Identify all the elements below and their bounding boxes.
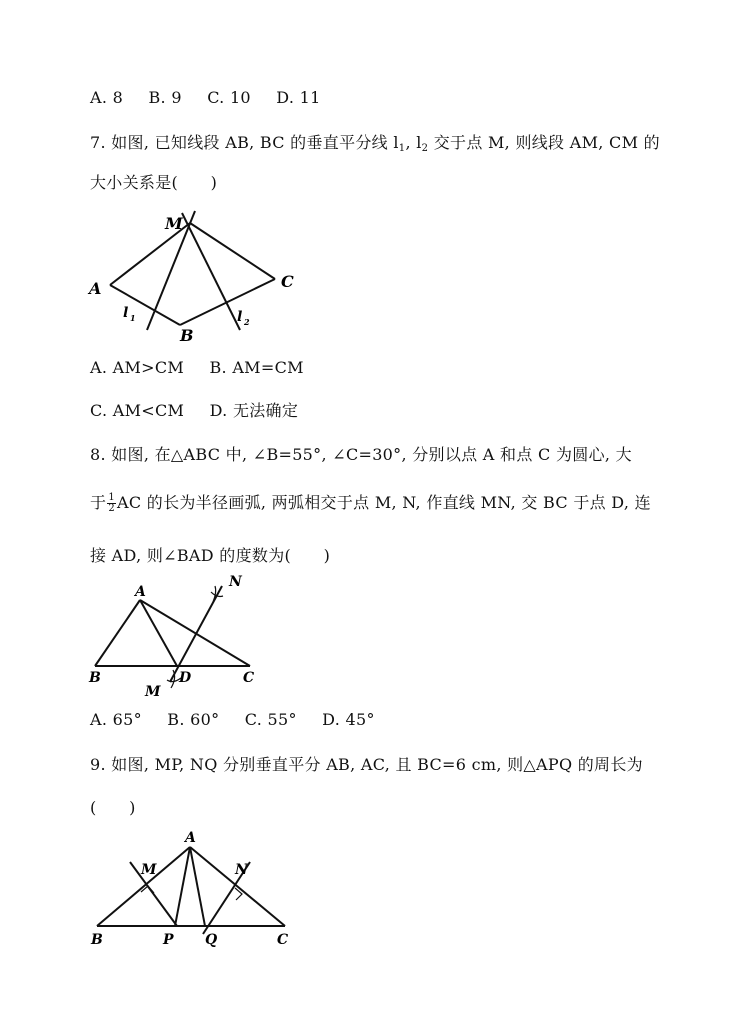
label-a: A <box>135 584 146 600</box>
option-a: A. 8 <box>90 88 124 107</box>
label-c: C <box>277 932 289 948</box>
q7-text-c: 交于点 M, 则线段 AM, CM 的 <box>428 133 660 152</box>
q8-option-b: B. 60° <box>167 710 220 729</box>
q7-text-b: , l <box>405 133 422 152</box>
q9-figure <box>85 822 305 952</box>
q8-stem-line2 <box>90 490 651 514</box>
fraction-half <box>107 493 116 514</box>
label-c: C <box>243 670 255 686</box>
segment-ac <box>140 600 250 666</box>
label-q: Q <box>205 932 218 948</box>
option-d: D. 11 <box>276 88 321 107</box>
label-p: P <box>163 932 174 948</box>
q8-stem-line1: 8. 如图, 在△ABC 中, ∠B=55°, ∠C=30°, 分别以点 A 和点 C 为圆心, 大 <box>90 445 632 464</box>
label-l1-sub: 1 <box>130 313 136 323</box>
q8-stem-line3: 接 AD, 则∠BAD 的度数为( ) <box>90 546 331 565</box>
q8-text-pre: 于 <box>90 493 107 512</box>
label-b: B <box>91 932 103 948</box>
frac-num: 1 <box>108 492 115 503</box>
segment-ad <box>140 600 177 666</box>
label-l2: l <box>237 309 243 325</box>
q7-option-d: D. 无法确定 <box>209 401 299 420</box>
label-m: M <box>145 684 161 700</box>
q7-stem-line1 <box>90 130 660 154</box>
prev-options <box>90 88 341 107</box>
q7-options-row2 <box>90 398 318 421</box>
q8-figure <box>85 572 285 702</box>
label-m: M <box>165 214 183 233</box>
segment-mc <box>190 223 275 279</box>
q9-stem-line2: ( ) <box>90 798 136 817</box>
q8-option-d: D. 45° <box>322 710 375 729</box>
q7-option-b: B. AM=CM <box>209 358 304 377</box>
segment-ac <box>190 847 285 926</box>
q7-option-c: C. AM<CM <box>90 401 185 420</box>
q7-stem-line2: 大小关系是( ) <box>90 173 218 192</box>
q7-option-a: A. AM>CM <box>90 358 185 377</box>
frac-den: 2 <box>108 503 115 514</box>
segment-ab <box>95 600 140 666</box>
label-m: M <box>141 862 157 878</box>
q7-figure <box>85 205 305 345</box>
label-a: A <box>185 830 196 846</box>
line-l2 <box>182 213 243 330</box>
segment-ab <box>97 847 190 926</box>
label-b: B <box>89 670 101 686</box>
label-l1: l <box>123 305 129 321</box>
label-d: D <box>179 670 192 686</box>
q7-sub2: 2 <box>421 143 429 154</box>
option-c: C. 10 <box>207 88 251 107</box>
q8-option-c: C. 55° <box>244 710 297 729</box>
label-b: B <box>180 326 194 345</box>
q7-text-a: 7. 如图, 已知线段 AB, BC 的垂直平分线 l <box>90 133 399 152</box>
q9-stem-line1: 9. 如图, MP, NQ 分别垂直平分 AB, AC, 且 BC=6 cm, 则△APQ 的周长为 <box>90 755 643 774</box>
label-n: N <box>235 862 248 878</box>
label-n: N <box>229 574 242 590</box>
label-l2-sub: 2 <box>244 317 250 327</box>
q7-options-row1 <box>90 358 324 377</box>
option-b: B. 9 <box>148 88 182 107</box>
q7-sub1: 1 <box>398 143 406 154</box>
q8-option-a: A. 65° <box>90 710 142 729</box>
segment-ab <box>110 285 180 325</box>
segment-bc <box>180 279 275 325</box>
label-c: C <box>281 272 294 291</box>
q8-options <box>90 710 395 729</box>
q8-text-post: AC 的长为半径画弧, 两弧相交于点 M, N, 作直线 MN, 交 BC 于点 D, 连 <box>116 493 651 512</box>
label-a: A <box>89 279 102 298</box>
